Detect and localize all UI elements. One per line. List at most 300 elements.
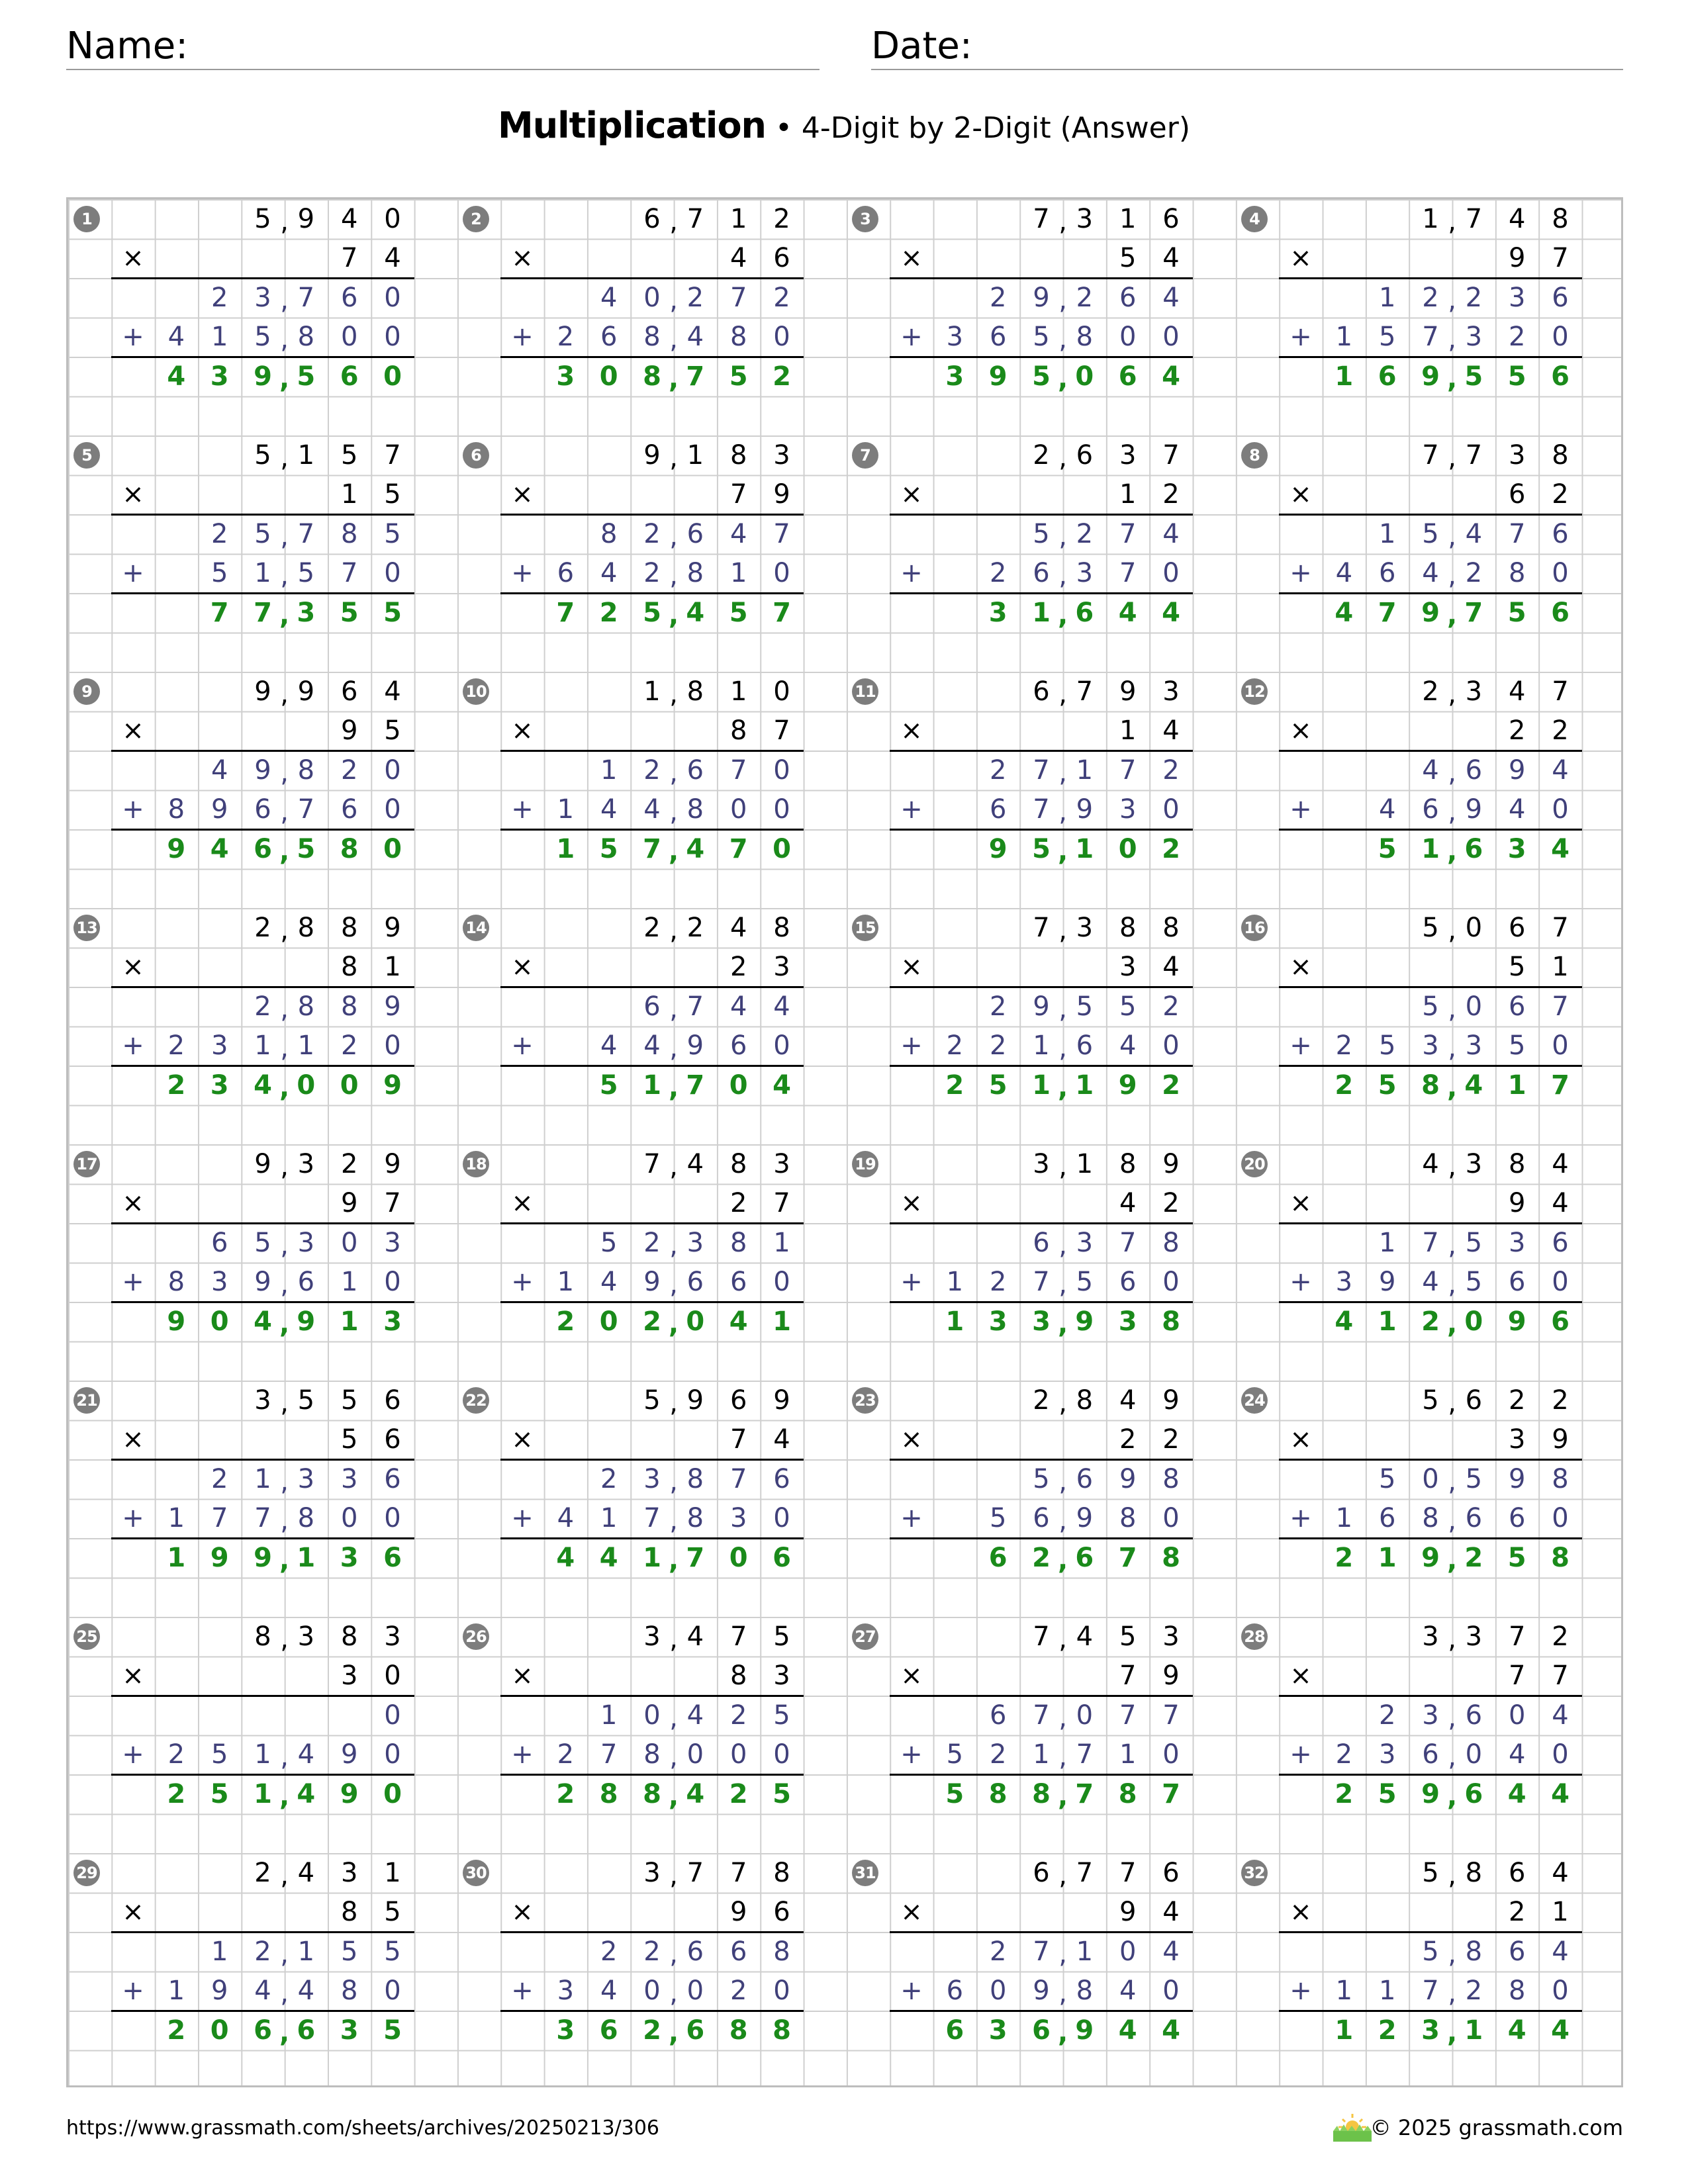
answer-digit: 9 bbox=[167, 1306, 186, 1337]
answer-digit: 2 bbox=[167, 1069, 186, 1101]
times-sign: × bbox=[511, 952, 534, 983]
answer-digit: 0 bbox=[599, 361, 618, 392]
plus-sign: + bbox=[511, 1030, 534, 1062]
multiplier-digit: 5 bbox=[340, 1424, 358, 1455]
thousands-separator: , bbox=[1448, 442, 1457, 473]
partial-product-2-digit: 0 bbox=[384, 1503, 401, 1534]
problem-11 bbox=[847, 672, 1236, 908]
sum-rule-line bbox=[890, 750, 1192, 752]
multiplicand-digit: 5 bbox=[773, 1621, 790, 1652]
partial-product-2-digit: 8 bbox=[729, 322, 747, 353]
partial-product-2-digit: 0 bbox=[384, 1030, 401, 1062]
answer-digit: 5 bbox=[1378, 1069, 1397, 1101]
partial-product-1-digit: 2 bbox=[1162, 991, 1180, 1022]
problem-27 bbox=[847, 1617, 1236, 1853]
partial-product-2-digit: 3 bbox=[946, 322, 964, 353]
partial-product-2-digit: 6 bbox=[297, 1267, 315, 1298]
answer-digit: 4 bbox=[686, 833, 705, 864]
multiplicand-digit: 9 bbox=[384, 912, 401, 943]
partial-product-2-digit: 0 bbox=[773, 1739, 790, 1770]
partial-product-1-digit: 7 bbox=[1033, 1700, 1050, 1731]
answer-digit: 7 bbox=[729, 833, 748, 864]
thousands-separator: , bbox=[280, 678, 289, 709]
partial-product-2-digit: 0 bbox=[729, 794, 747, 825]
partial-product-1-digit: 3 bbox=[1076, 1227, 1094, 1258]
partial-product-2-digit: 1 bbox=[1033, 1030, 1050, 1062]
partial-product-2-digit: 0 bbox=[773, 794, 790, 825]
problem-number-badge: 6 bbox=[463, 442, 489, 469]
partial-product-1-digit: 5 bbox=[1033, 1463, 1050, 1494]
partial-product-1-digit: 2 bbox=[643, 1227, 661, 1258]
answer-digit: 2 bbox=[599, 597, 618, 628]
partial-product-2-digit: 1 bbox=[1033, 1739, 1050, 1770]
answer-digit: 6 bbox=[254, 2015, 272, 2046]
partial-product-2-digit: 1 bbox=[297, 1030, 315, 1062]
thousands-separator: , bbox=[669, 1702, 679, 1733]
multiplicand-digit: 9 bbox=[254, 676, 271, 707]
partial-product-1-digit: 4 bbox=[600, 282, 618, 313]
partial-product-2-digit: 7 bbox=[340, 558, 358, 589]
thousands-separator: , bbox=[669, 600, 679, 631]
thousands-separator: , bbox=[1448, 1387, 1457, 1418]
partial-product-2-digit: 6 bbox=[989, 322, 1007, 353]
partial-product-1-digit: 1 bbox=[1378, 518, 1396, 549]
partial-product-1-digit: 8 bbox=[297, 754, 315, 786]
footer-url: https://www.grassmath.com/sheets/archives/20250213/306 bbox=[66, 2116, 660, 2140]
multiplicand-digit: 2 bbox=[1033, 1385, 1050, 1416]
plus-sign: + bbox=[1289, 1030, 1312, 1062]
partial-product-2-digit: 7 bbox=[643, 1503, 661, 1534]
multiplicand-digit: 8 bbox=[1465, 1857, 1483, 1888]
times-sign: × bbox=[1289, 1897, 1312, 1928]
partial-product-2-digit: 8 bbox=[1076, 322, 1094, 353]
problem-number-badge: 9 bbox=[73, 678, 100, 705]
thousands-separator: , bbox=[669, 678, 679, 709]
multiplicand-digit: 3 bbox=[1119, 439, 1137, 471]
thousands-separator: , bbox=[1448, 285, 1457, 316]
problem-9 bbox=[68, 672, 457, 908]
problem-number-badge: 17 bbox=[73, 1151, 100, 1177]
answer-digit: 2 bbox=[556, 1306, 575, 1337]
answer-digit: 7 bbox=[686, 1069, 705, 1101]
problem-number-badge: 23 bbox=[852, 1387, 878, 1414]
partial-product-1-digit: 6 bbox=[1552, 282, 1569, 313]
problem-31 bbox=[847, 1853, 1236, 2089]
multiplicand-digit: 3 bbox=[1033, 1148, 1050, 1179]
answer-digit: 3 bbox=[1421, 2015, 1440, 2046]
multiplier-digit: 7 bbox=[773, 715, 790, 747]
answer-digit: 4 bbox=[686, 597, 705, 628]
multiplicand-digit: 7 bbox=[1033, 912, 1050, 943]
thousands-separator: , bbox=[669, 1230, 679, 1261]
partial-product-1-digit: 1 bbox=[773, 1227, 790, 1258]
partial-product-1-digit: 2 bbox=[254, 1936, 271, 1967]
thousands-separator: , bbox=[280, 1938, 289, 1970]
partial-product-2-digit: 0 bbox=[1162, 1503, 1180, 1534]
partial-product-1-digit: 0 bbox=[384, 754, 401, 786]
times-sign: × bbox=[122, 1424, 144, 1455]
answer-digit: 2 bbox=[643, 2015, 661, 2046]
partial-product-2-digit: 0 bbox=[1162, 1976, 1180, 2007]
multiplier-digit: 2 bbox=[729, 1188, 747, 1219]
times-sign: × bbox=[511, 1188, 534, 1219]
partial-product-2-digit: 4 bbox=[1422, 1267, 1439, 1298]
partial-product-2-digit: 7 bbox=[297, 794, 315, 825]
multiplicand-digit: 3 bbox=[1465, 1148, 1483, 1179]
thousands-separator: , bbox=[280, 521, 289, 552]
partial-product-2-digit: 2 bbox=[1465, 1976, 1483, 2007]
thousands-separator: , bbox=[1448, 1623, 1457, 1655]
partial-product-2-digit: 9 bbox=[211, 1976, 228, 2007]
partial-product-2-digit: 2 bbox=[1335, 1739, 1353, 1770]
partial-product-2-digit: 0 bbox=[1552, 794, 1569, 825]
partial-product-2-digit: 1 bbox=[557, 794, 575, 825]
partial-product-1-digit: 8 bbox=[1162, 1227, 1180, 1258]
thousands-separator: , bbox=[1058, 561, 1068, 592]
name-field[interactable] bbox=[66, 19, 820, 70]
thousands-separator: , bbox=[280, 1466, 289, 1497]
multiplicand-digit: 5 bbox=[340, 1385, 358, 1416]
multiplier-digit: 8 bbox=[340, 952, 358, 983]
partial-product-1-digit: 4 bbox=[211, 754, 228, 786]
multiplicand-digit: 3 bbox=[297, 1621, 315, 1652]
multiplier-digit: 9 bbox=[1162, 1661, 1180, 1692]
partial-product-1-digit: 2 bbox=[1422, 282, 1439, 313]
partial-product-1-digit: 6 bbox=[1465, 1700, 1483, 1731]
multiplicand-digit: 3 bbox=[1508, 439, 1526, 471]
plus-sign: + bbox=[122, 1267, 144, 1298]
partial-product-2-digit: 0 bbox=[643, 1976, 661, 2007]
sum-rule-line bbox=[890, 1459, 1192, 1461]
multiplier-digit: 2 bbox=[1162, 479, 1180, 510]
partial-product-2-digit: 8 bbox=[686, 1503, 704, 1534]
answer-digit: 4 bbox=[1507, 2015, 1526, 2046]
partial-product-2-digit: 0 bbox=[1552, 1739, 1569, 1770]
answer-digit: 5 bbox=[599, 833, 618, 864]
multiplicand-digit: 0 bbox=[384, 203, 401, 234]
partial-product-2-digit: 6 bbox=[1378, 1503, 1396, 1534]
partial-product-2-digit: 3 bbox=[211, 1030, 228, 1062]
partial-product-2-digit: 7 bbox=[1076, 1739, 1094, 1770]
multiplicand-digit: 3 bbox=[340, 1857, 358, 1888]
multiplicand-digit: 6 bbox=[1162, 203, 1180, 234]
partial-product-1-digit: 9 bbox=[1508, 1463, 1526, 1494]
multiplier-digit: 4 bbox=[729, 243, 747, 274]
answer-digit: 9 bbox=[1421, 1542, 1440, 1573]
partial-product-2-digit: 4 bbox=[557, 1503, 575, 1534]
answer-digit: 4 bbox=[254, 1069, 272, 1101]
partial-product-2-digit: 2 bbox=[557, 322, 575, 353]
times-sign: × bbox=[122, 1661, 144, 1692]
partial-product-2-digit: 5 bbox=[946, 1739, 964, 1770]
problem-15 bbox=[847, 908, 1236, 1144]
partial-product-1-digit: 6 bbox=[1508, 1936, 1526, 1967]
thousands-separator: , bbox=[669, 285, 679, 316]
partial-product-1-digit: 7 bbox=[1552, 991, 1569, 1022]
answer-digit: 2 bbox=[945, 1069, 964, 1101]
thousands-separator: , bbox=[1058, 1623, 1068, 1655]
answer-digit: 7 bbox=[1378, 597, 1397, 628]
thousands-separator: , bbox=[1058, 1702, 1068, 1733]
partial-product-2-digit: 0 bbox=[1552, 1267, 1569, 1298]
partial-product-2-digit: 6 bbox=[557, 558, 575, 589]
partial-product-2-digit: 0 bbox=[773, 1503, 790, 1534]
multiplier-digit: 2 bbox=[1508, 1897, 1526, 1928]
thousands-separator: , bbox=[669, 1506, 679, 1537]
partial-product-1-digit: 2 bbox=[1162, 754, 1180, 786]
problem-number-badge: 30 bbox=[463, 1860, 489, 1886]
partial-product-1-digit: 4 bbox=[1552, 754, 1569, 786]
partial-product-1-digit: 6 bbox=[1033, 1227, 1050, 1258]
partial-product-1-digit: 5 bbox=[1033, 518, 1050, 549]
multiplier-digit: 2 bbox=[1552, 479, 1569, 510]
partial-product-1-digit: 2 bbox=[254, 991, 271, 1022]
partial-product-1-digit: 7 bbox=[1033, 1936, 1050, 1967]
partial-product-1-digit: 0 bbox=[773, 754, 790, 786]
times-sign: × bbox=[900, 479, 923, 510]
partial-product-2-digit: 3 bbox=[1378, 1739, 1396, 1770]
partial-product-2-digit: 0 bbox=[1465, 1739, 1483, 1770]
partial-product-2-digit: 5 bbox=[211, 558, 228, 589]
multiplier-digit: 3 bbox=[1508, 1424, 1526, 1455]
partial-product-2-digit: 6 bbox=[1033, 558, 1050, 589]
answer-digit: 4 bbox=[1162, 361, 1180, 392]
partial-product-1-digit: 0 bbox=[643, 282, 661, 313]
multiplicand-digit: 4 bbox=[686, 1148, 704, 1179]
multiplier-digit: 3 bbox=[773, 1661, 790, 1692]
thousands-separator: , bbox=[1058, 206, 1068, 237]
sum-rule-line bbox=[890, 986, 1192, 988]
answer-digit: 4 bbox=[297, 1778, 316, 1809]
sum-rule-line bbox=[500, 1774, 803, 1776]
thousands-separator: , bbox=[1447, 1072, 1458, 1103]
plus-sign: + bbox=[511, 1267, 534, 1298]
partial-product-1-digit: 3 bbox=[1508, 1227, 1526, 1258]
thousands-separator: , bbox=[1447, 1781, 1458, 1812]
multiplier-digit: 9 bbox=[1119, 1897, 1137, 1928]
sum-rule-line bbox=[500, 592, 803, 594]
answer-digit: 8 bbox=[1032, 1778, 1051, 1809]
answer-digit: 5 bbox=[1507, 1542, 1526, 1573]
problem-20 bbox=[1236, 1144, 1625, 1381]
problem-number-badge: 21 bbox=[73, 1387, 100, 1414]
answer-digit: 3 bbox=[1118, 1306, 1137, 1337]
partial-product-2-digit: 4 bbox=[254, 1976, 271, 2007]
multiplicand-digit: 4 bbox=[1552, 1857, 1569, 1888]
answer-digit: 5 bbox=[945, 1778, 964, 1809]
plus-sign: + bbox=[1289, 1267, 1312, 1298]
problem-number-badge: 20 bbox=[1241, 1151, 1268, 1177]
partial-product-1-digit: 0 bbox=[1119, 1936, 1137, 1967]
partial-product-2-digit: 8 bbox=[1422, 1503, 1439, 1534]
answer-digit: 0 bbox=[383, 833, 402, 864]
partial-product-1-digit: 2 bbox=[211, 518, 228, 549]
sum-rule-line bbox=[111, 1065, 414, 1067]
thousands-separator: , bbox=[1058, 678, 1068, 709]
partial-product-2-digit: 8 bbox=[1076, 1976, 1094, 2007]
multiplier-digit: 1 bbox=[384, 952, 401, 983]
partial-product-2-digit: 0 bbox=[773, 558, 790, 589]
answer-digit: 8 bbox=[1118, 1778, 1137, 1809]
partial-product-1-digit: 3 bbox=[384, 1227, 401, 1258]
partial-product-1-digit: 0 bbox=[643, 1700, 661, 1731]
thousands-separator: , bbox=[1448, 324, 1457, 355]
partial-product-2-digit: 5 bbox=[1378, 1030, 1396, 1062]
thousands-separator: , bbox=[1447, 2017, 1458, 2048]
partial-product-1-digit: 8 bbox=[297, 991, 315, 1022]
thousands-separator: , bbox=[1448, 797, 1457, 828]
answer-digit: 5 bbox=[1507, 361, 1526, 392]
partial-product-1-digit: 6 bbox=[1552, 1227, 1569, 1258]
plus-sign: + bbox=[900, 1976, 923, 2007]
multiplicand-digit: 3 bbox=[643, 1857, 661, 1888]
sum-rule-line bbox=[500, 1537, 803, 1539]
answer-digit: 1 bbox=[1075, 833, 1094, 864]
partial-product-2-digit: 5 bbox=[1508, 1030, 1526, 1062]
sum-rule-line bbox=[890, 356, 1192, 358]
answer-digit: 2 bbox=[1335, 1069, 1354, 1101]
multiplier-digit: 7 bbox=[340, 243, 358, 274]
answer-digit: 4 bbox=[210, 833, 229, 864]
multiplicand-digit: 8 bbox=[1552, 439, 1569, 471]
thousands-separator: , bbox=[280, 993, 289, 1024]
partial-product-1-digit: 6 bbox=[686, 1936, 704, 1967]
partial-product-1-digit: 0 bbox=[384, 282, 401, 313]
plus-sign: + bbox=[122, 1739, 144, 1770]
answer-digit: 0 bbox=[1118, 833, 1137, 864]
partial-product-1-digit: 4 bbox=[1162, 1936, 1180, 1967]
multiplier-digit: 4 bbox=[1162, 715, 1180, 747]
answer-digit: 9 bbox=[167, 833, 186, 864]
answer-digit: 5 bbox=[383, 597, 402, 628]
partial-product-2-digit: 9 bbox=[1076, 794, 1094, 825]
sum-rule-line bbox=[111, 1301, 414, 1303]
plus-sign: + bbox=[900, 1503, 923, 1534]
times-sign: × bbox=[1289, 1661, 1312, 1692]
thousands-separator: , bbox=[1058, 442, 1068, 473]
partial-product-1-digit: 2 bbox=[989, 754, 1007, 786]
problem-number-badge: 26 bbox=[463, 1623, 489, 1650]
answer-digit: 5 bbox=[773, 1778, 791, 1809]
date-label: Date: bbox=[871, 24, 972, 68]
partial-product-2-digit: 2 bbox=[167, 1739, 185, 1770]
partial-product-1-digit: 5 bbox=[1119, 991, 1137, 1022]
partial-product-2-digit: 2 bbox=[643, 558, 661, 589]
answer-digit: 9 bbox=[1507, 1306, 1526, 1337]
answer-digit: 1 bbox=[1075, 1069, 1094, 1101]
partial-product-1-digit: 6 bbox=[340, 282, 358, 313]
partial-product-1-digit: 8 bbox=[1465, 1936, 1483, 1967]
multiplicand-digit: 7 bbox=[1119, 1857, 1137, 1888]
partial-product-2-digit: 7 bbox=[254, 1503, 271, 1534]
answer-digit: 4 bbox=[1551, 1778, 1570, 1809]
partial-product-2-digit: 0 bbox=[1552, 1030, 1569, 1062]
thousands-separator: , bbox=[1448, 521, 1457, 552]
thousands-separator: , bbox=[669, 836, 679, 867]
plus-sign: + bbox=[1289, 1503, 1312, 1534]
multiplicand-digit: 1 bbox=[729, 203, 747, 234]
partial-product-2-digit: 4 bbox=[600, 558, 618, 589]
sum-rule-line bbox=[111, 829, 414, 831]
partial-product-1-digit: 4 bbox=[729, 518, 747, 549]
answer-digit: 1 bbox=[1032, 597, 1051, 628]
multiplier-digit: 8 bbox=[729, 1661, 747, 1692]
thousands-separator: , bbox=[669, 2017, 679, 2048]
thousands-separator: , bbox=[669, 1269, 679, 1300]
partial-product-1-digit: 8 bbox=[1552, 1463, 1569, 1494]
partial-product-2-digit: 8 bbox=[297, 1503, 315, 1534]
partial-product-2-digit: 3 bbox=[211, 1267, 228, 1298]
partial-product-2-digit: 4 bbox=[643, 794, 661, 825]
answer-digit: 1 bbox=[297, 1542, 316, 1573]
partial-product-2-digit: 0 bbox=[686, 1739, 704, 1770]
sum-rule-line bbox=[500, 986, 803, 988]
partial-product-2-digit: 5 bbox=[297, 558, 315, 589]
partial-product-2-digit: 9 bbox=[1378, 1267, 1396, 1298]
answer-digit: 2 bbox=[167, 2015, 186, 2046]
partial-product-2-digit: 6 bbox=[254, 794, 271, 825]
partial-product-2-digit: 8 bbox=[686, 794, 704, 825]
multiplicand-digit: 4 bbox=[686, 1621, 704, 1652]
problem-number-badge: 19 bbox=[852, 1151, 878, 1177]
partial-product-2-digit: 0 bbox=[1552, 1976, 1569, 2007]
partial-product-2-digit: 4 bbox=[686, 322, 704, 353]
problem-number-badge: 10 bbox=[463, 678, 489, 705]
partial-product-1-digit: 9 bbox=[254, 754, 271, 786]
partial-product-1-digit: 4 bbox=[1162, 282, 1180, 313]
multiplicand-digit: 3 bbox=[1076, 912, 1094, 943]
thousands-separator: , bbox=[669, 1151, 679, 1182]
plus-sign: + bbox=[122, 1030, 144, 1062]
partial-product-1-digit: 5 bbox=[600, 1227, 618, 1258]
sum-rule-line bbox=[111, 1695, 414, 1697]
answer-digit: 6 bbox=[1464, 1778, 1483, 1809]
partial-product-1-digit: 6 bbox=[211, 1227, 228, 1258]
answer-digit: 8 bbox=[340, 833, 359, 864]
multiplier-digit: 5 bbox=[384, 715, 401, 747]
partial-product-1-digit: 2 bbox=[643, 518, 661, 549]
multiplicand-digit: 8 bbox=[729, 439, 747, 471]
multiplicand-digit: 7 bbox=[1508, 1621, 1526, 1652]
partial-product-2-digit: 5 bbox=[1033, 322, 1050, 353]
multiplicand-digit: 3 bbox=[254, 1385, 271, 1416]
answer-digit: 6 bbox=[773, 1542, 791, 1573]
plus-sign: + bbox=[1289, 322, 1312, 353]
thousands-separator: , bbox=[1058, 1938, 1068, 1970]
thousands-separator: , bbox=[669, 324, 679, 355]
multiplicand-digit: 9 bbox=[384, 1148, 401, 1179]
partial-product-2-digit: 6 bbox=[729, 1267, 747, 1298]
answer-digit: 6 bbox=[1075, 1542, 1094, 1573]
sum-rule-line bbox=[500, 1459, 803, 1461]
sum-rule-line bbox=[500, 356, 803, 358]
answer-digit: 6 bbox=[297, 2015, 316, 2046]
answer-digit: 1 bbox=[340, 1306, 359, 1337]
answer-digit: 8 bbox=[1421, 1069, 1440, 1101]
problem-10 bbox=[457, 672, 847, 908]
partial-product-2-digit: 8 bbox=[167, 794, 185, 825]
thousands-separator: , bbox=[1058, 1742, 1068, 1773]
plus-sign: + bbox=[511, 558, 534, 589]
partial-product-2-digit: 6 bbox=[600, 322, 618, 353]
sum-rule-line bbox=[1279, 277, 1581, 279]
date-field[interactable] bbox=[871, 19, 1623, 70]
multiplier-digit: 2 bbox=[1119, 1424, 1137, 1455]
multiplicand-digit: 7 bbox=[1422, 439, 1439, 471]
multiplicand-digit: 4 bbox=[729, 912, 747, 943]
thousands-separator: , bbox=[1058, 1072, 1068, 1103]
partial-product-1-digit: 7 bbox=[297, 282, 315, 313]
